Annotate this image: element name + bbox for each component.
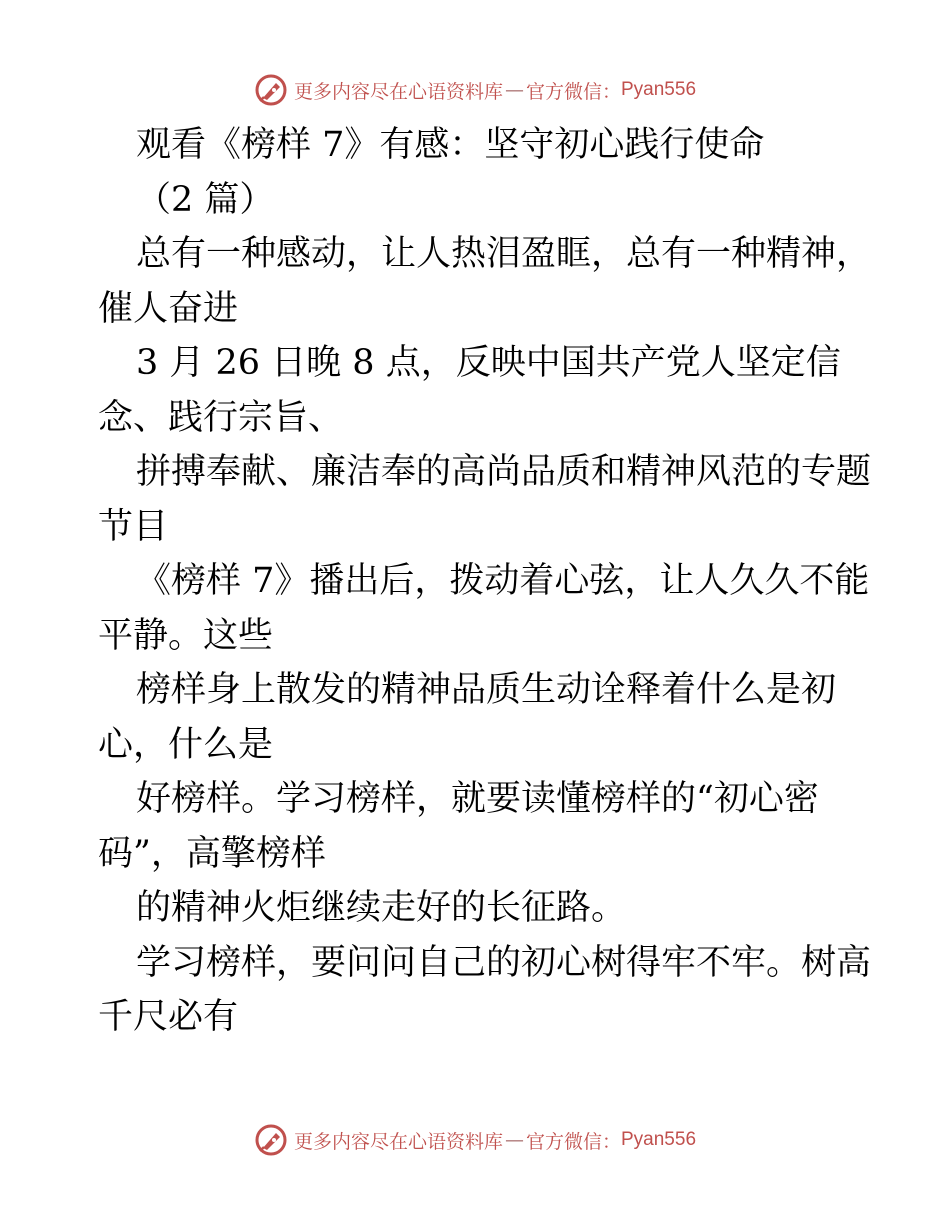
banner-wechat-label: 官方微信： [525,1130,621,1153]
text-line: 拼搏奉献、廉洁奉的高尚品质和精神风范的专题 [136,452,872,492]
text-line: 榜样身上散发的精神品质生动诠释着什么是初 [136,670,837,710]
banner-wechat-label: 官方微信： [525,80,621,103]
pen-nib-logo-icon [254,73,288,107]
header-watermark-banner [0,68,950,112]
text-line: 心，什么是 [98,724,274,765]
text-line: 学习榜样，要问问自己的初心树得牢不牢。树高 [136,942,872,983]
banner-wechat-id: Pyan556 [621,79,697,100]
banner-site-text: 更多内容尽在心语资料库 [293,1130,503,1153]
document-subtitle: （2 篇） [136,179,275,220]
document-body [98,118,872,1045]
banner-dash: — [504,79,524,101]
text-line: 3 月 26 日晚 8 点，反映中国共产党人坚定信 [136,343,841,383]
text-line: 节目 [98,506,169,547]
text-line: 念、践行宗旨、 [98,397,344,438]
text-line: 好榜样。学习榜样，就要读懂榜样的“初心密 [136,779,819,819]
text-line: 平静。这些 [98,615,274,656]
banner-dash: — [504,1129,524,1151]
banner-wechat-id: Pyan556 [621,1129,697,1150]
text-line: 码”，高擎榜样 [98,833,326,874]
text-line: 催人奋进 [98,288,239,329]
text-line: 总有一种感动，让人热泪盈眶，总有一种精神， [136,234,872,274]
text-line: 千尺必有 [98,997,239,1037]
text-line: 的精神火炬继续走好的长征路。 [136,888,627,928]
banner-site-text: 更多内容尽在心语资料库 [293,80,503,103]
footer-watermark-banner [0,1118,950,1162]
document-title: 观看《榜样 7》有感：坚守初心践行使命 [136,125,765,165]
pen-nib-logo-icon [254,1123,288,1157]
text-line: 《榜样 7》播出后，拨动着心弦，让人久久不能 [136,561,870,601]
